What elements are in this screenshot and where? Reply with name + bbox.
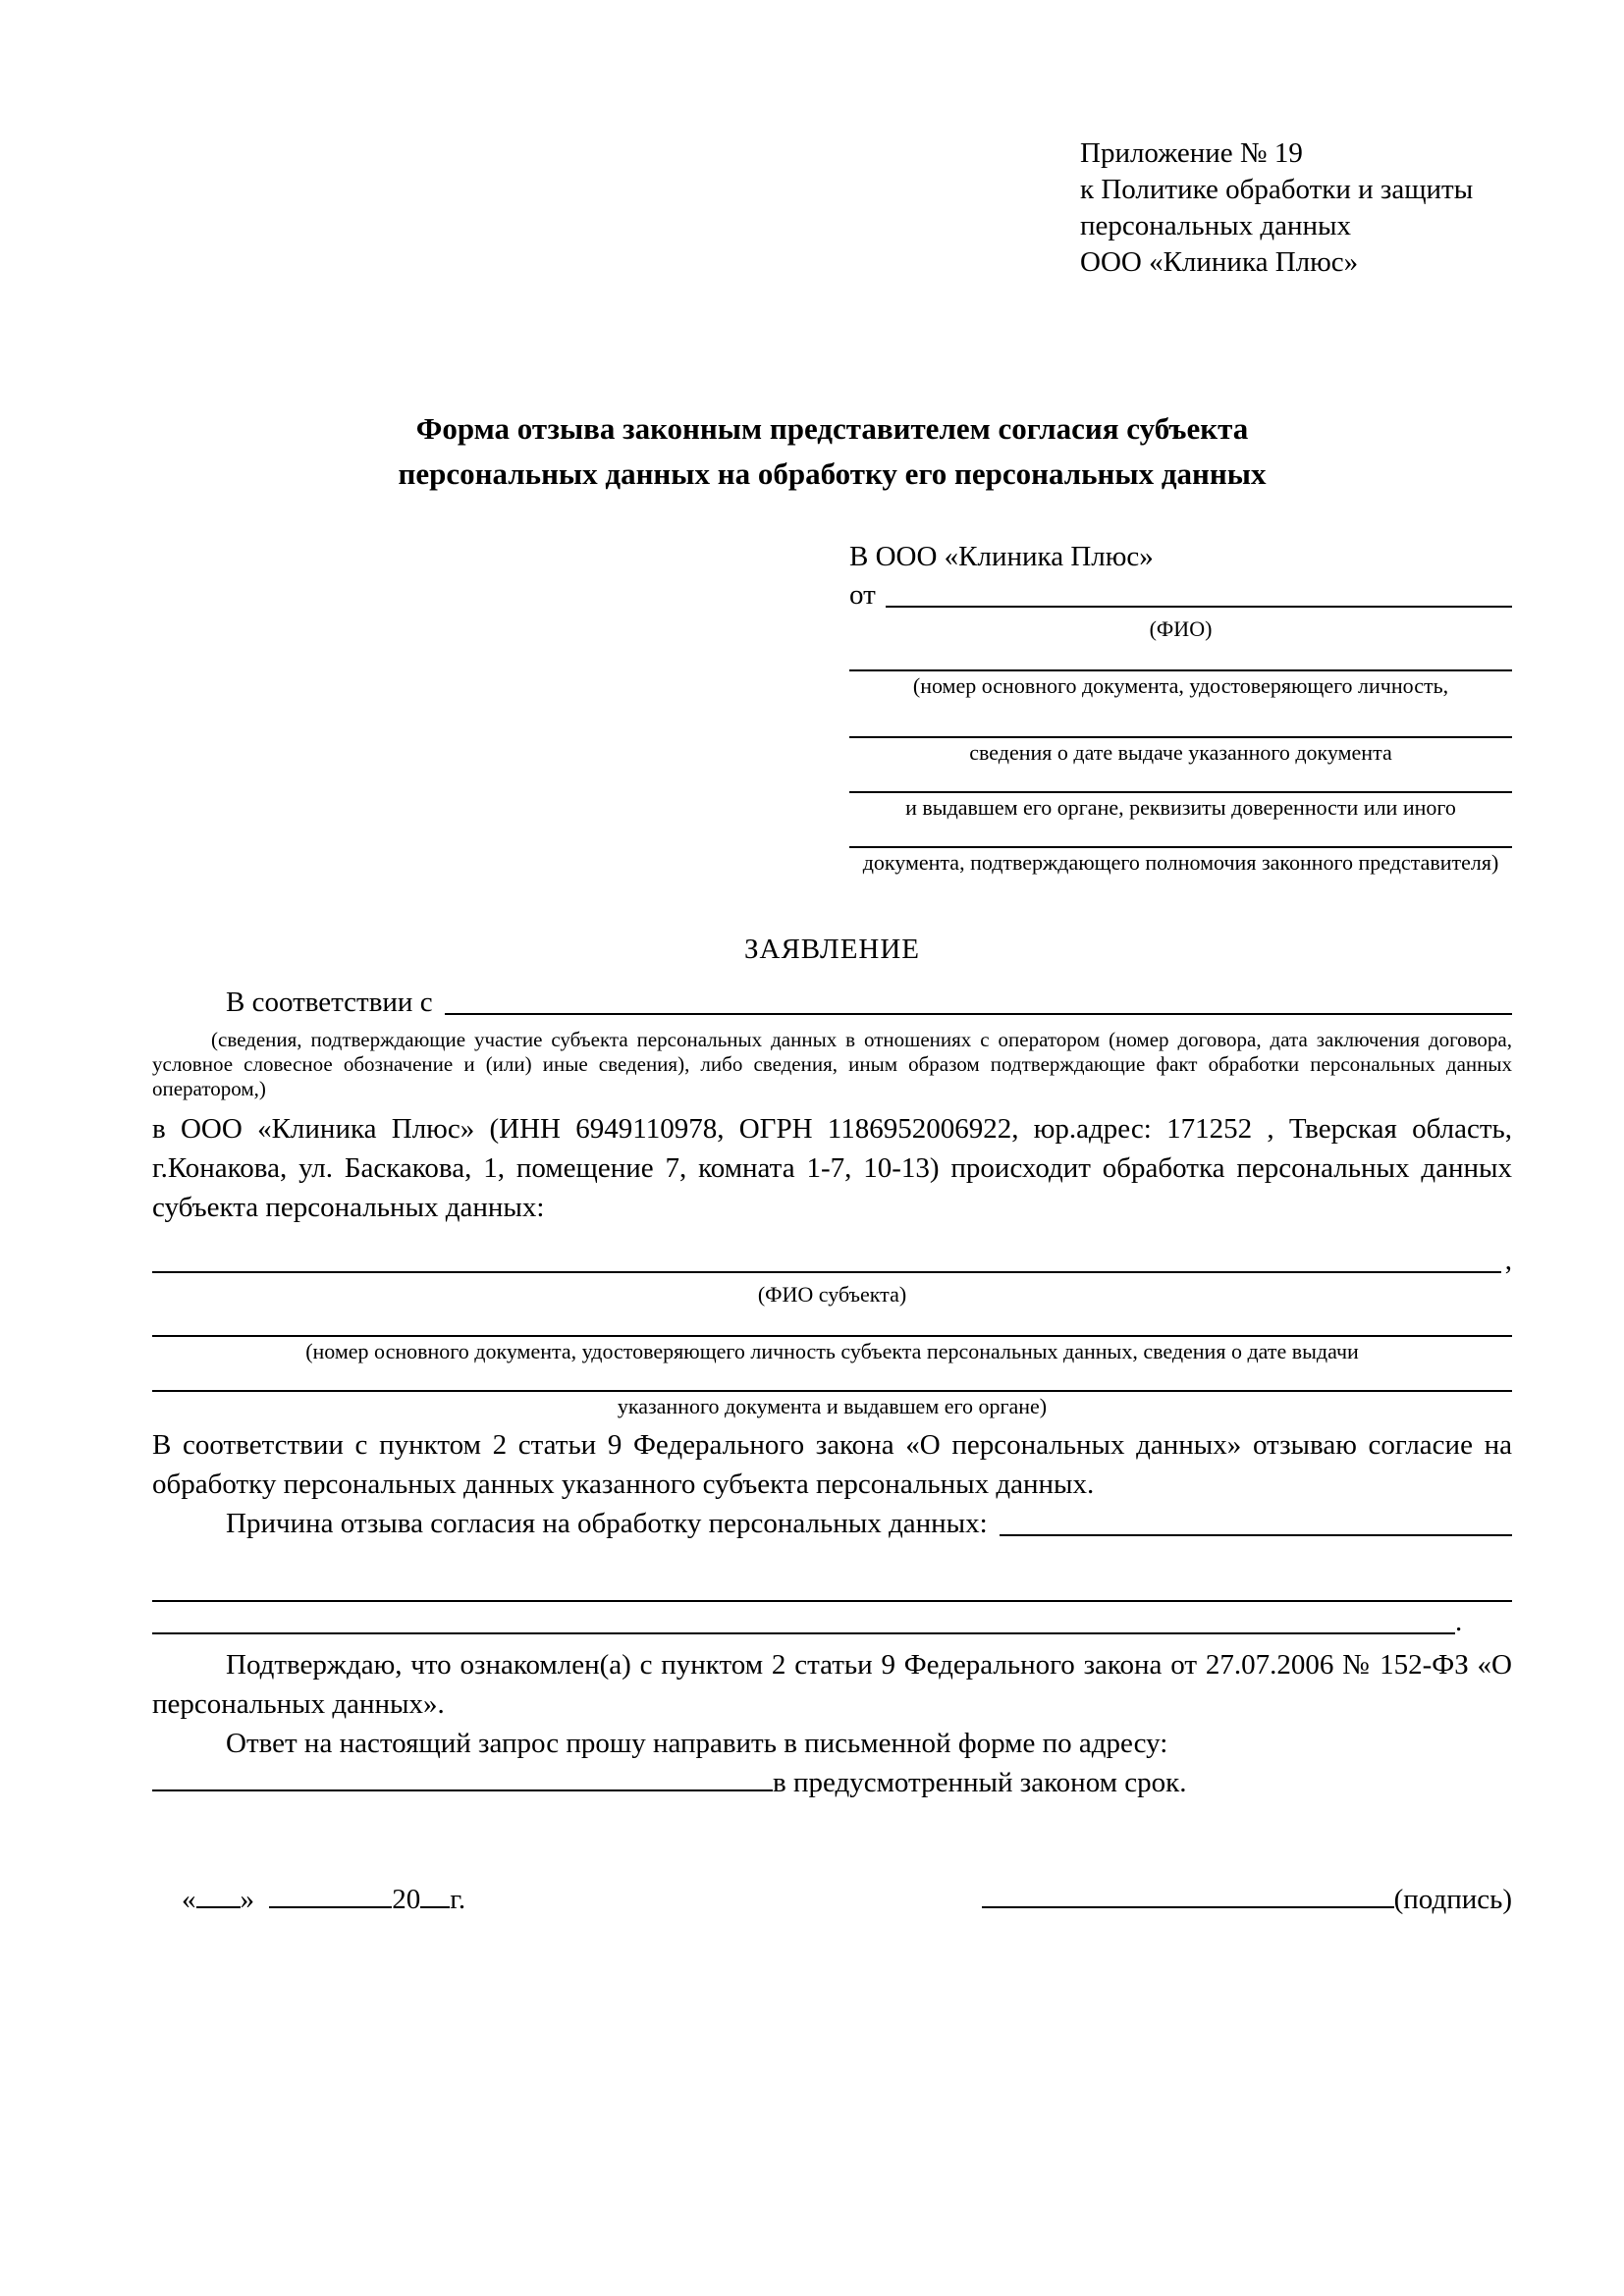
date-block — [182, 1881, 465, 1919]
in-accordance-label: В соответствии с — [226, 987, 433, 1018]
from-row — [849, 576, 1512, 614]
fine-print-note: (сведения, подтверждающие участие субъекта персональных данных в отношениях с оператором (номер договора, дата заключения договора, условное словесное обозначение и (или) иные сведения), либо сведения, иным образом подтверждающие факт обработки персональных данных оператором,) — [152, 1028, 1512, 1100]
from-label: от — [849, 579, 876, 611]
date-year-line — [420, 1904, 450, 1908]
reply-address-row — [152, 1763, 1512, 1802]
withdrawal-paragraph: В соответствии с пунктом 2 статьи 9 Федерального закона «О персональных данных» отзываю согласие на обработку персональных данных указанного субъекта персональных данных. — [152, 1429, 1512, 1500]
subject-doc-caption-2: указанного документа и выдавшем его органе) — [617, 1394, 1048, 1418]
doc-field-line-4 — [849, 846, 1512, 848]
page-title-line-1: Форма отзыва законным представителем согласия субъекта — [415, 411, 1249, 446]
page-title-line-2: персональных данных на обработку его персональных данных — [398, 456, 1267, 491]
date-day-line — [196, 1904, 241, 1908]
fio-field-line — [886, 606, 1512, 608]
subject-fio-caption: (ФИО субъекта) — [757, 1282, 907, 1307]
date-year-suffix: г. — [450, 1884, 466, 1915]
statement-heading: ЗАЯВЛЕНИЕ — [743, 934, 921, 965]
reply-address-field-line — [152, 1788, 773, 1791]
addressee-to: В ООО «Клиника Плюс» — [849, 541, 1154, 572]
confirmation-paragraph: Подтверждаю, что ознакомлен(а) с пунктом 2 статьи 9 Федерального закона от 27.07.2006 № 152-ФЗ «О персональных данных». — [152, 1649, 1512, 1720]
appendix-note-line: ООО «Клиника Плюс» — [1080, 246, 1359, 278]
page-title — [152, 406, 1512, 497]
appendix-note — [1080, 135, 1512, 281]
signature-line — [982, 1904, 1394, 1908]
date-year-prefix: 20 — [392, 1884, 421, 1915]
basis-row — [152, 983, 1512, 1022]
operator-paragraph: в ООО «Клиника Плюс» (ИНН 6949110978, ОГРН 1186952006922, юр.адрес: 171252 , Тверская область, г.Конакова, ул. Баскакова, 1, помещение 7, комната 1-7, 10-13) происходит обработка персональных данных субъекта персональных данных: — [152, 1113, 1512, 1223]
subject-doc-caption-1: (номер основного документа, удостоверяющего личность субъекта персональных данных, сведения о дате выдачи — [305, 1339, 1359, 1363]
doc-field-line-1 — [849, 669, 1512, 671]
signature-block — [982, 1881, 1512, 1919]
subject-doc-field-line-1 — [152, 1335, 1512, 1337]
doc-field-line-2 — [849, 736, 1512, 738]
subject-fio-field-line — [152, 1271, 1501, 1273]
doc-caption-1: (номер основного документа, удостоверяющего личность, — [912, 673, 1449, 698]
appendix-note-line: персональных данных — [1080, 210, 1352, 241]
reason-label: Причина отзыва согласия на обработку персональных данных: — [226, 1508, 988, 1539]
reply-tail: в предусмотренный законом срок. — [773, 1767, 1187, 1798]
reason-extra-line-2 — [152, 1632, 1455, 1634]
reply-paragraph: Ответ на настоящий запрос прошу направить в письменной форме по адресу: — [226, 1728, 1168, 1759]
period-mark: . — [1455, 1606, 1463, 1637]
addressee-block — [849, 538, 1512, 876]
doc-caption-3: и выдавшем его органе, реквизиты доверенности или иного — [905, 795, 1456, 820]
reason-field-line — [1000, 1534, 1512, 1536]
subject-doc-field-line-2 — [152, 1390, 1512, 1392]
date-quote-close: » — [240, 1884, 254, 1915]
doc-caption-2: сведения о дате выдаче указанного документа — [969, 740, 1392, 765]
doc-caption-4: документа, подтверждающего полномочия законного представителя) — [862, 850, 1499, 875]
fio-caption: (ФИО) — [1149, 616, 1213, 641]
basis-field-line — [445, 1013, 1512, 1015]
document-content — [152, 0, 1512, 1919]
subject-fio-row — [152, 1241, 1512, 1280]
appendix-note-line: Приложение № 19 — [1080, 137, 1303, 169]
appendix-note-line: к Политике обработки и защиты — [1080, 174, 1474, 205]
signature-caption: (подпись) — [1393, 1884, 1512, 1915]
reason-extra-row-2 — [152, 1602, 1512, 1641]
doc-field-line-3 — [849, 791, 1512, 793]
comma-mark: , — [1504, 1245, 1512, 1276]
date-signature-row — [152, 1881, 1512, 1919]
date-month-line — [269, 1904, 392, 1908]
reason-row — [152, 1504, 1512, 1543]
date-quote-open: « — [182, 1884, 196, 1915]
